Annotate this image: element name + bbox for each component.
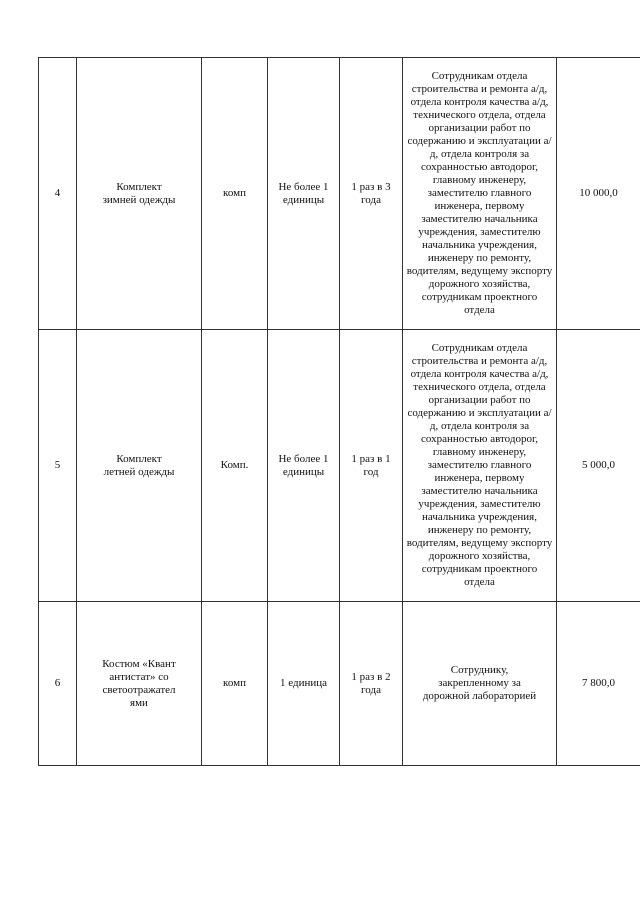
item-name: Комплект летней одежды (77, 330, 202, 602)
quantity: Не более 1 единицы (268, 330, 340, 602)
table-row (39, 58, 640, 330)
recipients: Сотрудникам отдела строительства и ремонта а/д, отдела контроля качества а/д, технического отдела, отдела организации работ по содержанию и эксплуатации а/д, отдела контроля за сохранностью автодорог, главному инженеру, заместителю главного инженера, первому заместителю начальника учреждения, заместителю начальника учреждения, инженеру по ремонту, водителям, ведущему экспорту дорожного хозяйства, сотрудникам проектного отдела (403, 58, 557, 330)
price: 7 800,0 (557, 602, 640, 766)
price: 5 000,0 (557, 330, 640, 602)
frequency: 1 раз в 1 год (340, 330, 403, 602)
row-number: 6 (39, 602, 77, 766)
unit: комп (202, 58, 268, 330)
recipients: Сотрудникам отдела строительства и ремонта а/д, отдела контроля качества а/д, технического отдела, отдела организации работ по содержанию и эксплуатации а/д, отдела контроля за сохранностью автодорог, главному инженеру, заместителю главного инженера, первому заместителю начальника учреждения, заместителю начальника учреждения, инженеру по ремонту, водителям, ведущему экспорту дорожного хозяйства, сотрудникам проектного отдела (403, 330, 557, 602)
table-row (39, 602, 640, 766)
item-name: Костюм «Квант антистат» со светоотражател ями (77, 602, 202, 766)
item-name: Комплект зимней одежды (77, 58, 202, 330)
unit: Комп. (202, 330, 268, 602)
equipment-table (38, 57, 640, 766)
frequency: 1 раз в 3 года (340, 58, 403, 330)
frequency: 1 раз в 2 года (340, 602, 403, 766)
row-number: 5 (39, 330, 77, 602)
table-row (39, 330, 640, 602)
recipients: Сотруднику, закрепленному за дорожной лабораторией (403, 602, 557, 766)
quantity: 1 единица (268, 602, 340, 766)
row-number: 4 (39, 58, 77, 330)
unit: комп (202, 602, 268, 766)
quantity: Не более 1 единицы (268, 58, 340, 330)
price: 10 000,0 (557, 58, 640, 330)
